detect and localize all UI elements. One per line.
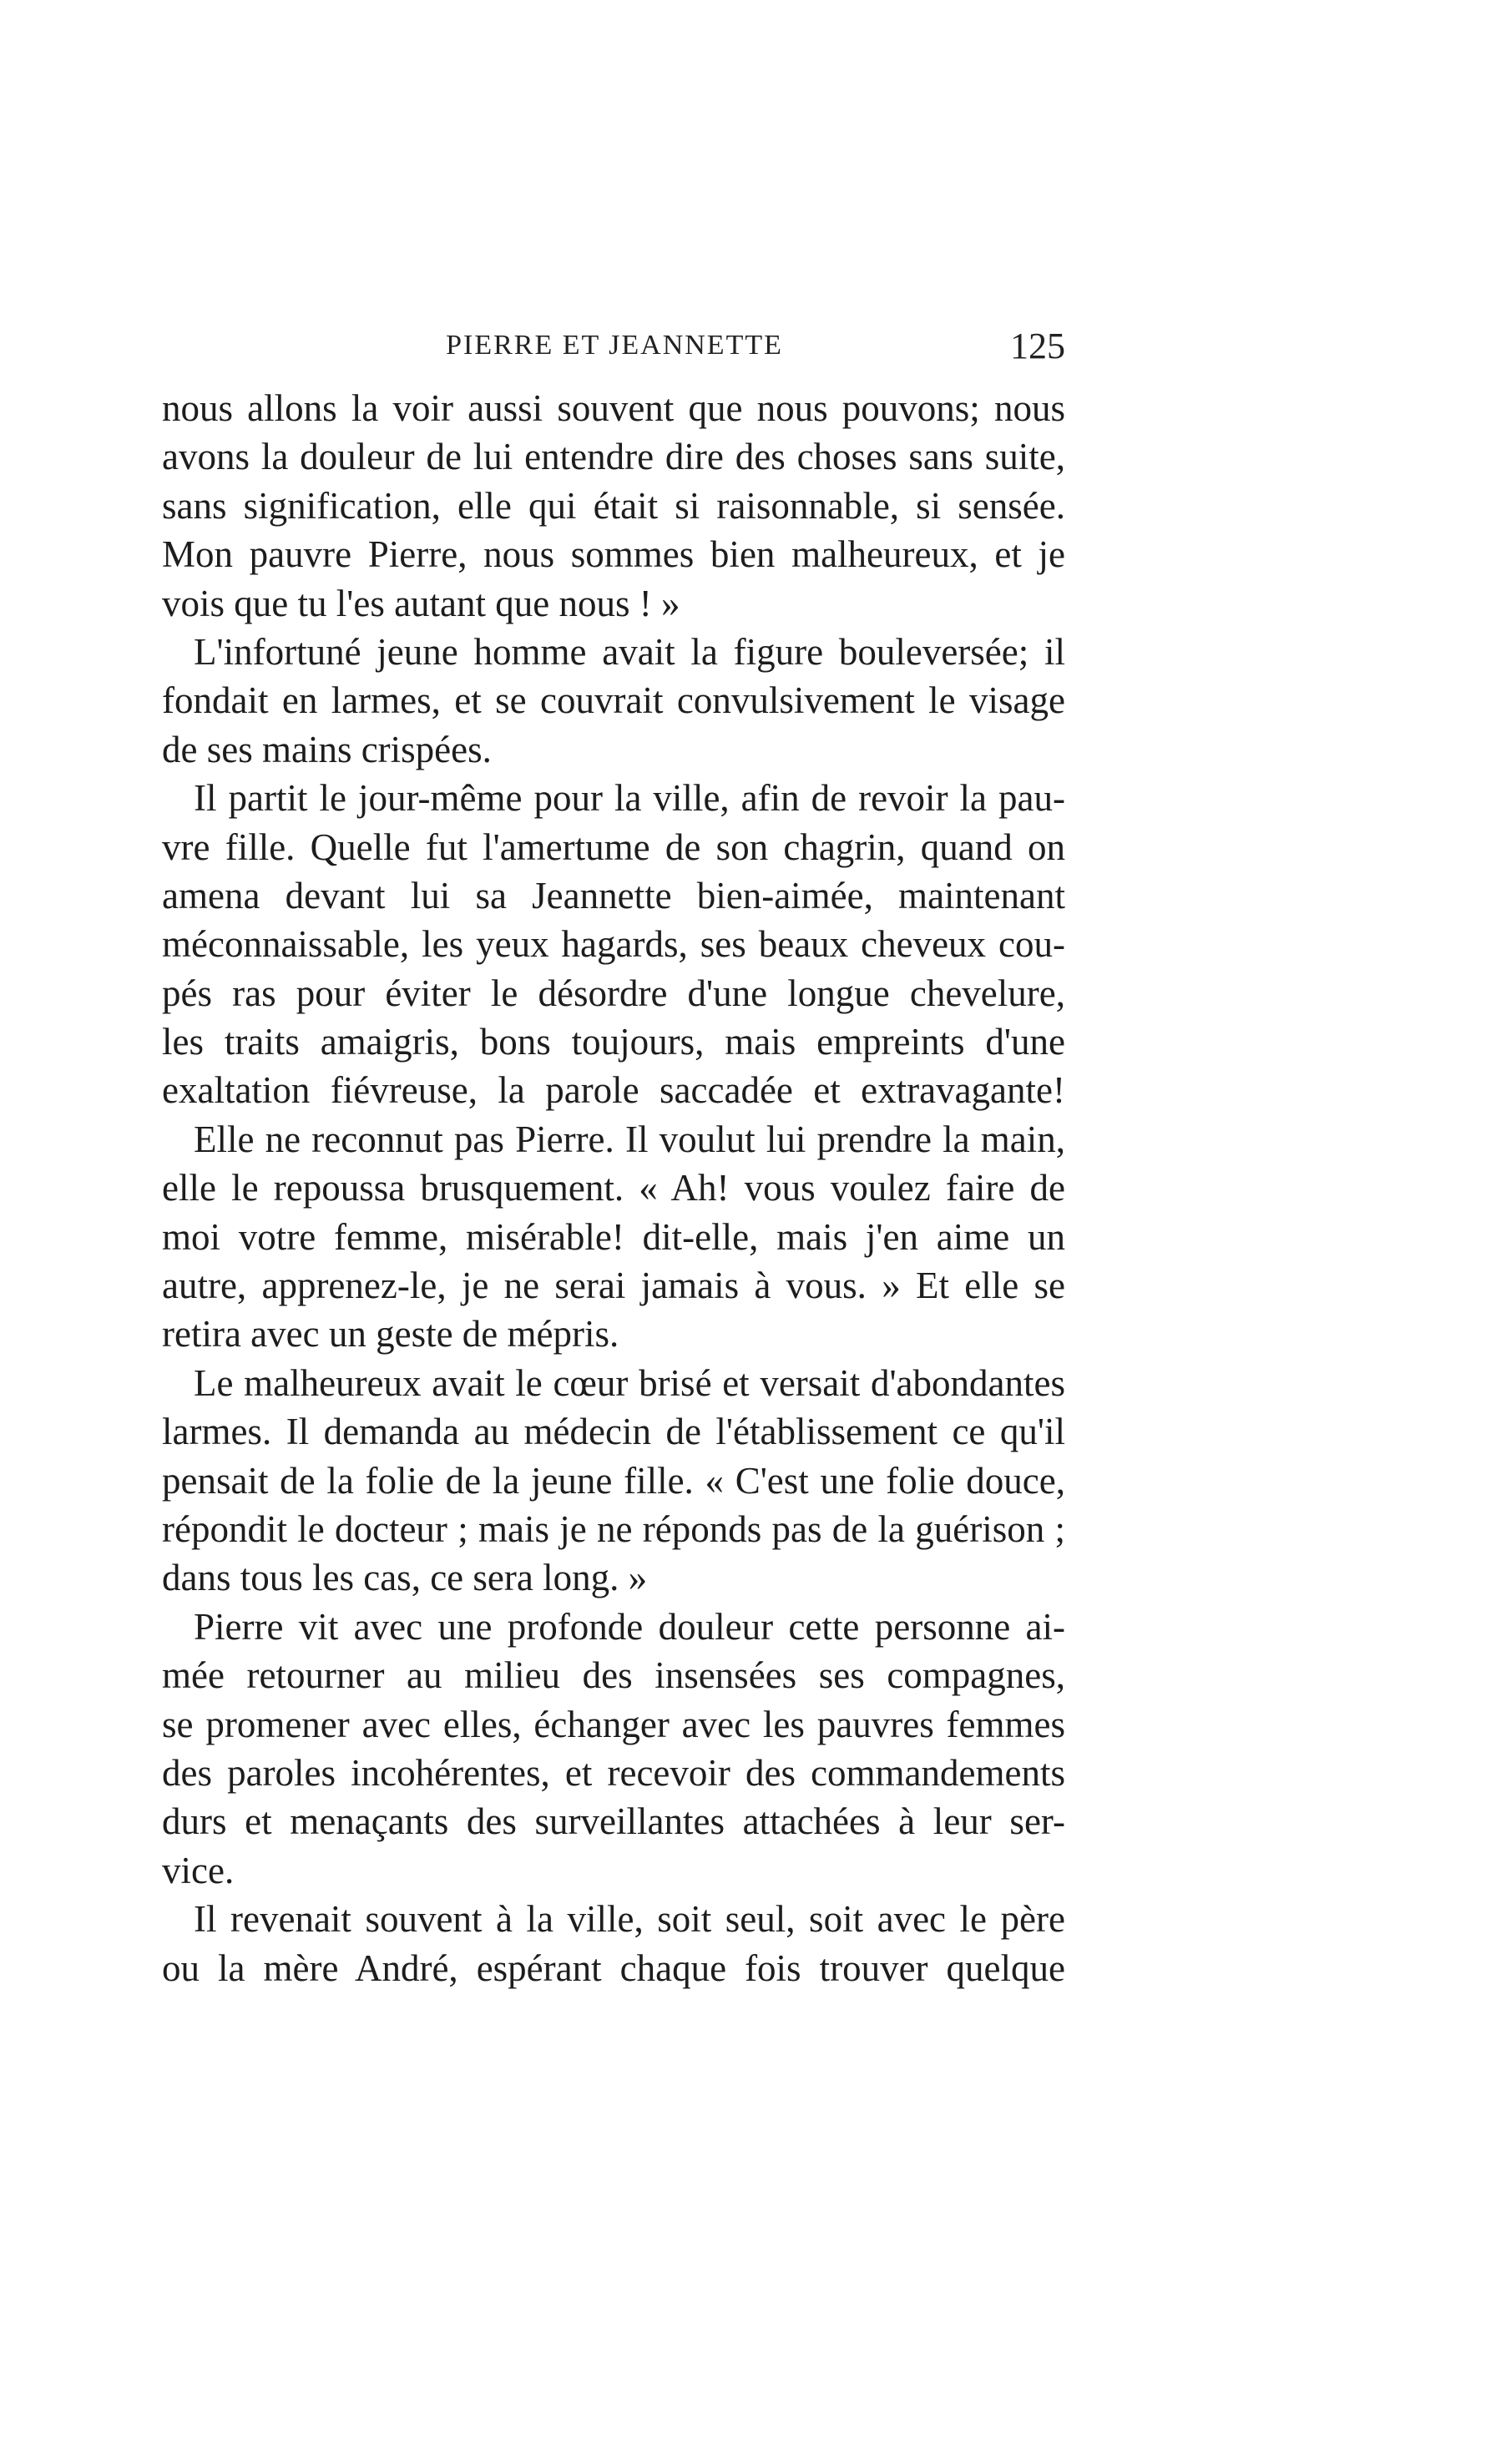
text-line: larmes. Il demanda au médecin de l'établissement ce qu'il <box>162 1411 1065 1453</box>
text-line: se promener avec elles, échanger avec les pauvres femmes <box>162 1703 1065 1745</box>
text-line: moi votre femme, misérable! dit-elle, mais j'en aime un <box>162 1215 1065 1258</box>
text-line: Il revenait souvent à la ville, soit seul, soit avec le père <box>194 1898 1065 1941</box>
running-head <box>164 326 1065 380</box>
text-line: Mon pauvre Pierre, nous sommes bien malheureux, et je <box>162 533 1065 576</box>
text-line: de ses mains crispées. <box>162 728 492 770</box>
text-line: elle le repoussa brusquement. « Ah! vous voulez faire de <box>162 1167 1065 1209</box>
running-title: PIERRE ET JEANNETTE <box>446 330 783 361</box>
text-line: mée retourner au milieu des insensées ses compagnes, <box>162 1654 1065 1697</box>
text-line: Il partit le jour-même pour la ville, afin de revoir la pau- <box>194 777 1065 820</box>
text-line: retira avec un geste de mépris. <box>162 1313 619 1356</box>
body-text <box>162 384 1065 1992</box>
text-line: sans signification, elle qui était si raisonnable, si sensée. <box>162 484 1065 527</box>
text-line: avons la douleur de lui entendre dire des choses sans suite, <box>162 436 1065 478</box>
text-line: vre fille. Quelle fut l'amertume de son chagrin, quand on <box>162 826 1065 868</box>
text-line: vois que tu l'es autant que nous ! » <box>162 582 680 624</box>
text-line: répondit le docteur ; mais je ne réponds pas de la guérison ; <box>162 1507 1065 1550</box>
text-line: ou la mère André, espérant chaque fois trouver quelque <box>162 1946 1065 1989</box>
text-line: durs et menaçants des surveillantes attachées à leur ser- <box>162 1800 1065 1843</box>
text-line: exaltation fiévreuse, la parole saccadée et extravagante! <box>162 1069 1065 1112</box>
text-line: Le malheureux avait le cœur brisé et versait d'abondantes <box>194 1361 1065 1404</box>
text-line: méconnaissable, les yeux hagards, ses beaux cheveux cou- <box>162 923 1065 966</box>
text-line: Pierre vit avec une profonde douleur cette personne ai- <box>194 1605 1065 1648</box>
text-line: vice. <box>162 1849 235 1891</box>
text-line: pés ras pour éviter le désordre d'une longue chevelure, <box>162 972 1065 1014</box>
text-line: autre, apprenez-le, je ne serai jamais à vous. » Et elle se <box>162 1265 1065 1307</box>
page-number: 125 <box>1010 326 1065 366</box>
text-line: amena devant lui sa Jeannette bien-aimée, maintenant <box>162 874 1065 916</box>
text-line: L'infortuné jeune homme avait la figure bouleversée; il <box>194 630 1065 673</box>
text-line: les traits amaigris, bons toujours, mais empreints d'une <box>162 1021 1065 1063</box>
text-line: des paroles incohérentes, et recevoir des commandements <box>162 1751 1065 1794</box>
text-line: pensait de la folie de la jeune fille. « C'est une folie douce, <box>162 1459 1065 1502</box>
text-line: fondait en larmes, et se couvrait convulsivement le visage <box>162 679 1065 722</box>
text-line: Elle ne reconnut pas Pierre. Il voulut lui prendre la main, <box>194 1118 1065 1160</box>
text-line: dans tous les cas, ce sera long. » <box>162 1557 648 1599</box>
text-line: nous allons la voir aussi souvent que nous pouvons; nous <box>162 387 1065 429</box>
